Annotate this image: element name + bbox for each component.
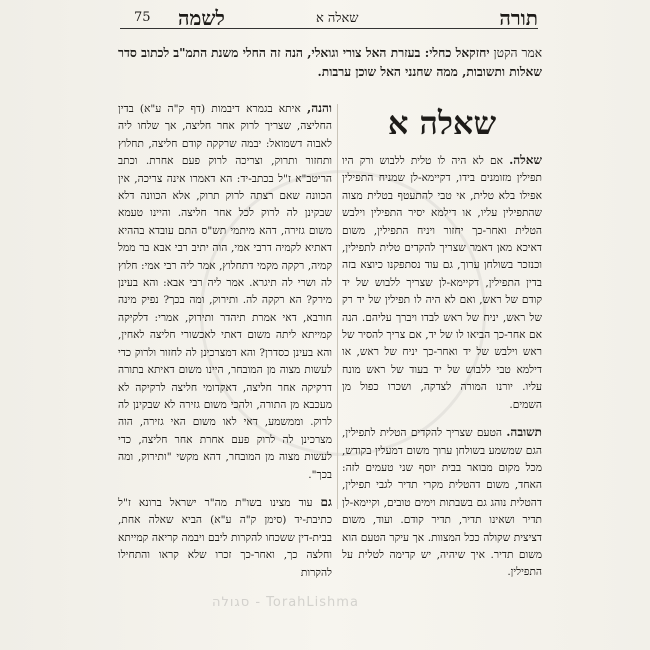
header-torah: תורה — [499, 6, 538, 30]
sheela-lead: שאלה. — [509, 153, 542, 167]
sheela-text: אם לא היה לו טלית ללבוש ורק היו תפילין מזומנים בידו, דקיימא-לן שמניח התפילין אפילו בלא טלית, אי טבי להתעטף בטלית מצוה שהתפילין עליו, או דילמא יסיר התפילין וילבש הטלית ואחר-כך יחזור ויניח התפילין, משום דאיכא מאן דאמר שצריך להקדים טלית לתפילין, וכנזכר בשולחן ערוך, גם עוד נסתפקנו כיוצא בזה בדין התפילין, דקיימא-לן שצריך ללבוש של יד קודם של ראש, ואם לא היה לו תפילין של יד רק של ראש, יניח של ראש לבדו ויברך עליהם. הנה אם אחר-כך הביאו לו של יד, אם צריך להסיר של ראש וילבש של יד ואחר-כך יניח של ראש, או דילמא טבי ללבוש של יד בעוד של ראש מונח עליו. יורנו המורה לצדקה, ושכרו כפול מן השמים. — [342, 155, 542, 411]
p2-lead: גם — [320, 494, 332, 509]
sheela-block — [342, 152, 542, 414]
p1-lead: והנה, — [307, 101, 332, 115]
column-divider — [337, 104, 338, 509]
header-lishma: לשמה — [178, 6, 225, 30]
left-paragraph-1 — [118, 100, 332, 484]
intro-author: יחזקאל כחלי — [429, 46, 490, 60]
page-number: 75 — [134, 10, 151, 25]
running-header — [120, 4, 538, 29]
teshuva-text: הטעם שצריך להקדים הטלית לתפילין, הגם שמשמע בשולחן ערוך משום דמעלין בקודש, מכל מקום מבואר בבית יוסף שני טעמים לזה: האחד, משום דהטלית מקרי תדיר לגבי תפילין, דהטלית נוהג גם בשבתות וימים טובים, וקיימא-לן תדיר ושאינו תדיר, תדיר קודם. ועוד, משום דציצית שקולה ככל המצוות. אך עיקר הטעם הוא משום תדיר. איך שיהיה, יש קדימה לטלית על התפילין. — [342, 427, 542, 579]
intro-paragraph — [118, 44, 542, 82]
p2-text: עוד מצינו בשו"ת מה"ר ישראל ברונא ז"ל כתיבת-יד (סימן ק"ה ע"א) הביא שאלה אחת, בבית-דין ששכחו להקרות ליבם ויבמה קריאה קמייתא וחלצה כך, ואחר-כך זכרו שלא קראו והתחילו להקרות — [118, 496, 332, 579]
intro-year: התמ"ב — [173, 46, 208, 60]
intro-lead: אמר הקטן — [493, 46, 543, 60]
right-column — [342, 100, 542, 592]
left-paragraph-2 — [118, 494, 332, 582]
watermark-text: סגולה - TorahLishma — [212, 595, 359, 610]
teshuva-lead: תשובה. — [506, 425, 542, 440]
question-title: שאלה א — [387, 104, 497, 142]
header-question: שאלה א — [316, 11, 359, 26]
teshuva-block — [342, 424, 542, 582]
p1-text: איתא בגמרא דיבמות (דף ק"ה ע"א) בדין החליצה, שצריך לרוק אחר חליצה, אך שלחו ליה לאבוה דשמואל: יבמה שרקקה קודם חליצה, תחלוץ ותחזור ותרוק, וצריכה לרוק פעם אחרת. וכתב הריטב"א ז"ל בכתב-יד: הא דאמרו אינה צריכה, אין הכוונה שאם רצתה לרוק תרוק, אלא הכוונה דלא שבקינן לה לרוק לכל אחר חליצה. והיינו טעמא משום גזירה, דהא מיתמי תש"ס התם עובדא בההיא דאתיא לקמיה דרבי אמי, הוה יתיב רבי אבא בר ממל קמיה, רקקה מקמי דתחלוץ, אמר ליה רבי אמי: חלוץ לה ושרי לה תיגרא. אמר ליה רבי אבא: והא בעינן מירק? הא רקקה לה. ותירוק, ומה בכך? נפיק מינה חורבא, דאי אמרת תיהדר ותירוק, אמרי: דלקיקה קמייתא ליתה משום דאתי לאכשורי חליצה לאחין, והא בעינן כסדרן? והא דמצרכינן לה לחזור ולרוק כדי לעשות מצוה מן המובחר, היינו משום דאיתא בתורה דרקיקה אחר חליצה, דאקדומי חליצה לרקיקה לא מעכבא מן התורה, ולהכי משום גזירה לא שבקינן לה לרוק. וממשמע, דאי לאו משום האי גזירה, הוה מצרכינן לה לרוק פעם אחרת אחר חליצה, כדי לעשות מצוה מן המובחר, דהא מקשי "ותירוק, ומה בכך". — [118, 103, 332, 481]
intro-text-1: : בעזרת האל צורי וגואלי, הנה זה החלי משנת — [211, 46, 430, 60]
left-column — [118, 100, 332, 592]
intro-text-2: לכתוב סדר שאלות ותשובות, ממה שחנני האל שוכן ערבות. — [118, 46, 542, 79]
